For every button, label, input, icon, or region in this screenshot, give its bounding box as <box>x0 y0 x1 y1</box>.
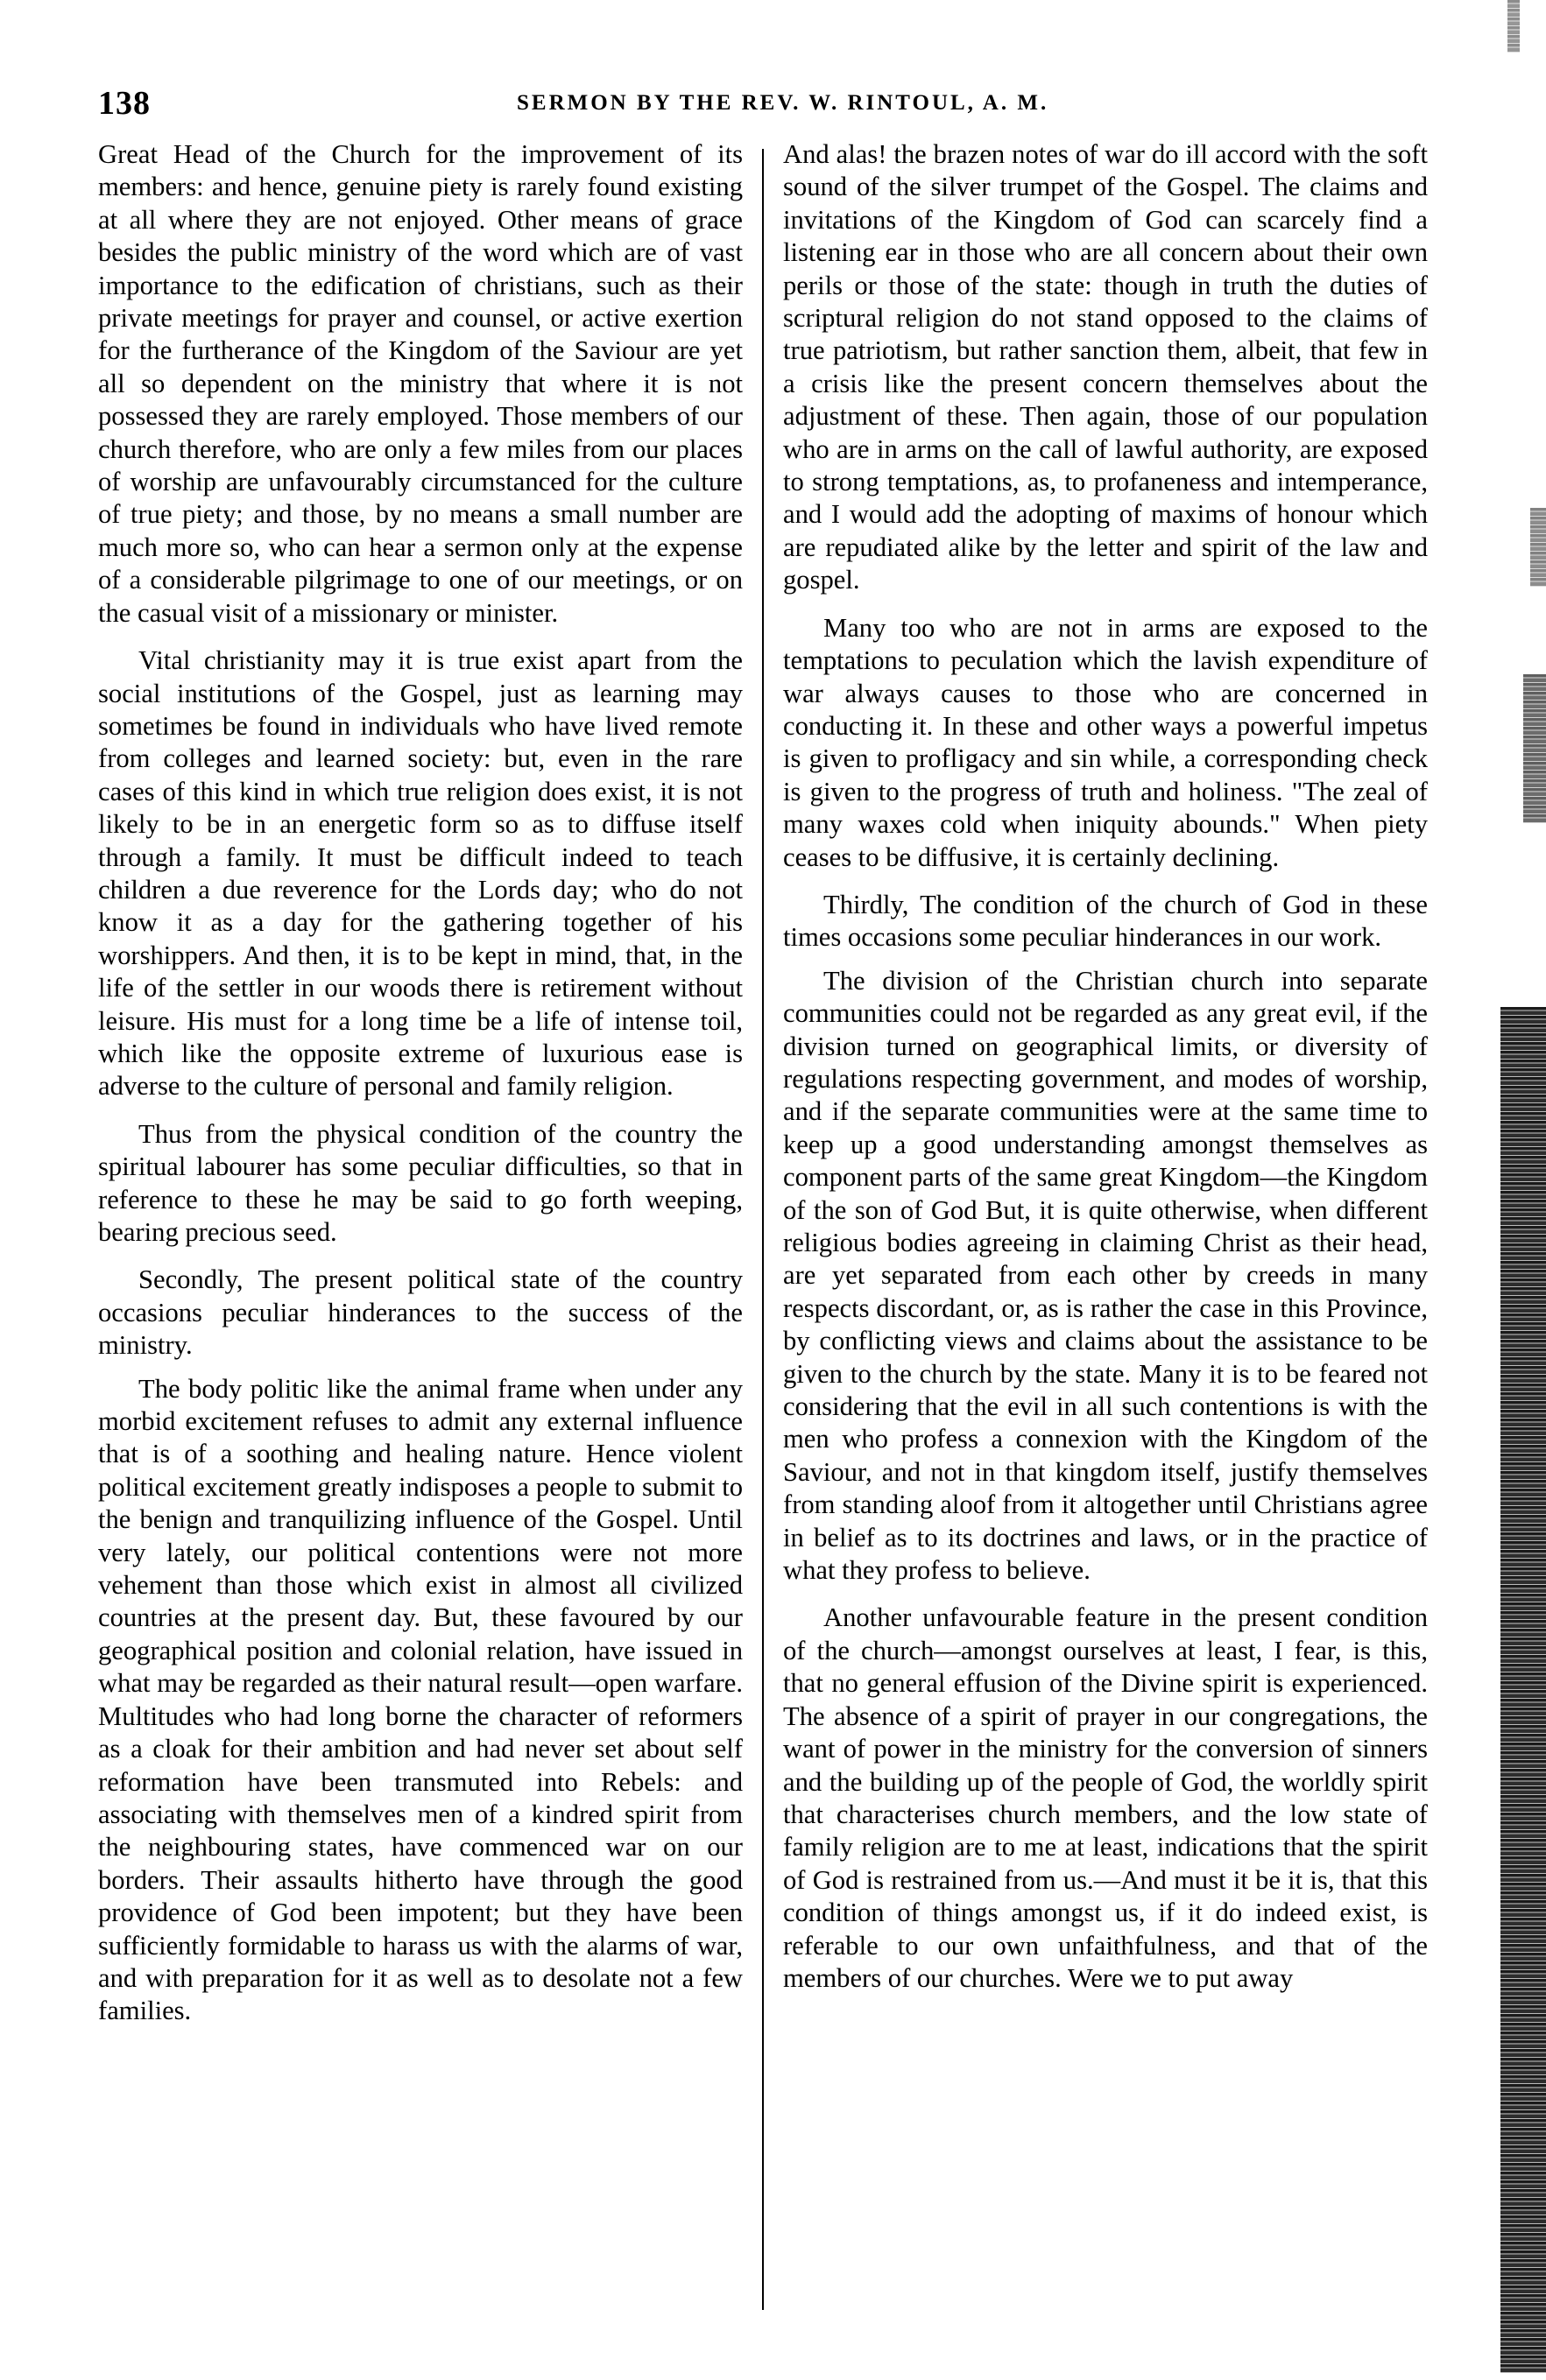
paragraph: Thus from the physical condition of the country the spiritual labourer has some peculiar difficulties, so that in reference to these he may be said to go forth weeping, bearing precious seed. <box>98 1118 743 1247</box>
paragraph: And alas! the brazen notes of war do ill accord with the soft sound of the silver trumpet of the Gospel. The claims and invitations of the Kingdom of God can scarcely find a listening ear in those who are all concern about their own perils or those of the state: though in truth the duties of scriptural religion do not stand opposed to the claims of true patriotism, but rather sanction them, albeit, that few in a crisis like the present concern themselves about the adjustment of these. Then again, those of our population who are in arms on the call of lawful authority, are exposed to strong temptations, as, to profaneness and intemperance, and I would add the adopting of maxims of honour which are repudiated alike by the letter and spirit of the law and gospel. <box>783 139 1428 595</box>
edge-noise <box>1500 1007 1546 2373</box>
edge-noise <box>1507 0 1520 53</box>
right-column <box>783 138 1428 2371</box>
paragraph: The division of the Christian church into separate communities could not be regarded as any great evil, if the division turned on geographical limits, or diversity of regulations respecting government, and modes of worship, and if the separate communities were at the same time to keep up a good understanding amongst themselves as component parts of the same great Kingdom—the Kingdom of the son of God But, it is quite otherwise, when different religious bodies agreeing in claiming Christ as their head, are yet separated from each other by creeds in many respects discordant, or, as is rather the case in this Province, by conflicting views and claims about the assistance to be given to the church by the state. Many it is to be feared not considering that the evil in all such contentions is with the men who profess a connexion with the Kingdom of the Saviour, and not in that kingdom itself, justify themselves from standing aloof from it altogether until Christians agree in belief as to its doctrines and laws, or in the practice of what they profess to believe. <box>783 965 1428 1586</box>
edge-noise <box>1530 508 1546 587</box>
paragraph: Great Head of the Church for the improvement of its members: and hence, genuine piety is rarely found existing at all where they are not enjoyed. Other means of grace besides the public ministry of the word which are of vast importance to the edification of christians, such as their private meetings for prayer and counsel, or active exertion for the furtherance of the Kingdom of the Saviour are yet all so dependent on the ministry that where it is not possessed they are rarely employed. Those members of our church therefore, who are only a few miles from our places of worship are unfavourably circumstanced for the culture of true piety; and those, by no means a small number are much more so, who can hear a sermon only at the expense of a considerable pilgrimage to one of our meetings, or on the casual visit of a missionary or minister. <box>98 139 743 628</box>
paragraph: Thirdly, The condition of the church of God in these times occasions some peculiar hinderances in our work. <box>783 889 1428 953</box>
paragraph: Vital christianity may it is true exist apart from the social institutions of the Gospel, just as learning may sometimes be found in individuals who have lived remote from colleges and learned society: but, even in the rare cases of this kind in which true religion does exist, it is not likely to be in an energetic form so as to diffuse itself through a family. It must be difficult indeed to teach children a due reverence for the Lords day; who do not know it as a day for the gathering together of his worshippers. And then, it is to be kept in mind, that, in the life of the settler in our woods there is retirement without leisure. His must for a long time be a life of intense toil, which like the opposite extreme of luxurious ease is adverse to the culture of personal and family religion. <box>98 645 743 1102</box>
running-head: SERMON BY THE REV. W. RINTOUL, A. M. <box>517 91 1049 115</box>
left-column <box>98 138 743 2371</box>
column-divider <box>762 149 764 2310</box>
edge-noise <box>1523 674 1546 823</box>
paragraph: Another unfavourable feature in the present condition of the church—amongst ourselves at least, I fear, is this, that no general effusion of the Divine spirit is experienced. The absence of a spirit of prayer in our congregations, the want of power in the ministry for the conversion of sinners and the building up of the people of God, the worldly spirit that characterises church members, and the low state of family religion are to me at least, indications that the spirit of God is restrained from us.—And must it be it is, that this condition of things amongst us, if it do indeed exist, is referable to our own unfaithfulness, and that of the members of our churches. Were we to put away <box>783 1602 1428 1993</box>
text-columns <box>98 138 1428 2371</box>
scanned-page-edge <box>1443 0 1546 2380</box>
page-number: 138 <box>98 85 151 122</box>
paragraph: Many too who are not in arms are exposed to the temptations to peculation which the lavish expenditure of war always causes to those who are concerned in conducting it. In these and other ways a powerful impetus is given to profligacy and sin while, a corresponding check is given to the progress of truth and holiness. "The zeal of many waxes cold when iniquity abounds." When piety ceases to be diffusive, it is certainly declining. <box>783 612 1428 872</box>
paragraph: Secondly, The present political state of the country occasions peculiar hinderances to the success of the ministry. <box>98 1264 743 1361</box>
paragraph: The body politic like the animal frame when under any morbid excitement refuses to admit any external influence that is of a soothing and healing nature. Hence violent political excitement greatly indisposes a people to submit to the benign and tranquilizing influence of the Gospel. Until very lately, our political contentions were not more vehement than those which exist in almost all civilized countries at the present day. But, these favoured by our geographical position and colonial relation, have issued in what may be regarded as their natural result—open warfare. Multitudes who had long borne the character of reformers as a cloak for their ambition and had never set about self reformation have been transmuted into Rebels: and associating with themselves men of a kindred spirit from the neighbouring states, have commenced war on our borders. Their assaults hitherto have through the good providence of God been impotent; but they have been sufficiently formidable to harass us with the alarms of war, and with preparation for it as well as to desolate not a few families. <box>98 1373 743 2026</box>
